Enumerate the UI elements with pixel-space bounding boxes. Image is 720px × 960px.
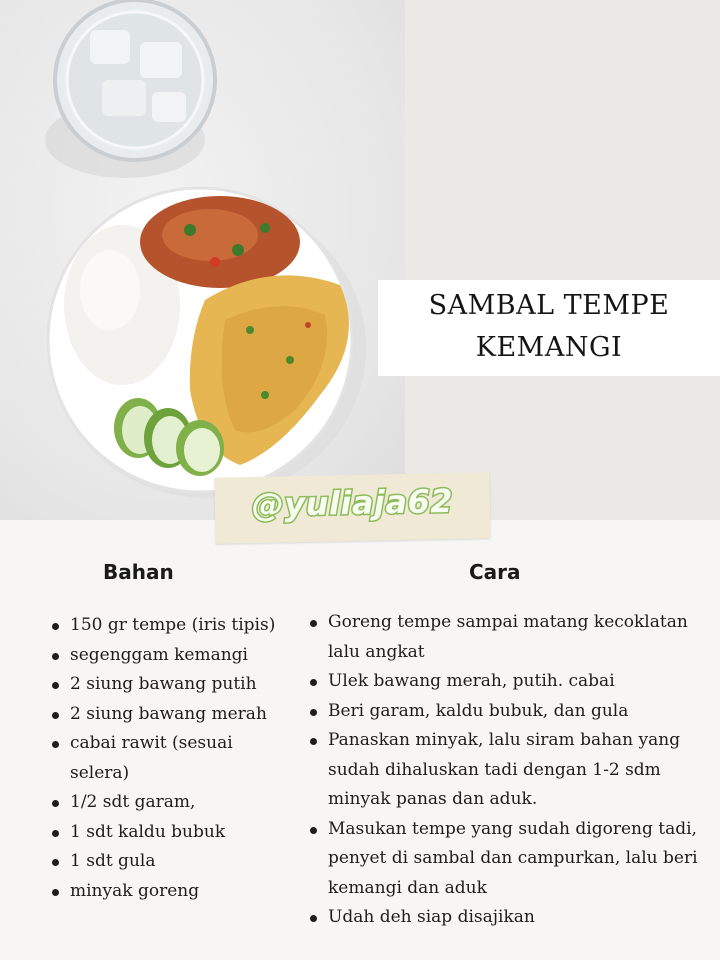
bahan-item: 2 siung bawang merah: [50, 700, 295, 730]
handle-tape: [214, 472, 490, 544]
recipe-title-box: [378, 280, 720, 376]
cara-step: Beri garam, kaldu bubuk, dan gula: [308, 697, 708, 727]
title-line-1: SAMBAL TEMPE: [428, 290, 670, 321]
cara-step: Ulek bawang merah, putih. cabai: [308, 667, 708, 697]
bahan-item: minyak goreng: [50, 877, 295, 907]
plate-image: [40, 180, 380, 500]
bahan-item: cabai rawit (sesuai selera): [50, 729, 295, 788]
bahan-item: 1 sdt gula: [50, 847, 295, 877]
cara-step: Udah deh siap disajikan: [308, 903, 708, 933]
title-line-2: KEMANGI: [475, 332, 623, 363]
bahan-item: segenggam kemangi: [50, 641, 295, 671]
water-glass-image: [40, 0, 230, 190]
wall-backdrop: [405, 0, 720, 520]
cara-step: Masukan tempe yang sudah digoreng tadi, penyet di sambal dan campurkan, lalu beri kemangi dan aduk: [308, 815, 708, 904]
bahan-item: 2 siung bawang putih: [50, 670, 295, 700]
bahan-heading: Bahan: [103, 560, 174, 584]
bahan-list: [50, 611, 295, 906]
cara-step: Goreng tempe sampai matang kecoklatan lalu angkat: [308, 608, 708, 667]
bahan-item: 1 sdt kaldu bubuk: [50, 818, 295, 848]
cara-list: [308, 608, 708, 933]
cara-heading: Cara: [469, 560, 521, 584]
bahan-item: 1/2 sdt garam,: [50, 788, 295, 818]
author-handle: @yuliaja62: [251, 481, 454, 525]
cara-step: Panaskan minyak, lalu siram bahan yang sudah dihaluskan tadi dengan 1-2 sdm minyak panas dan aduk.: [308, 726, 708, 815]
bahan-item: 150 gr tempe (iris tipis): [50, 611, 295, 641]
